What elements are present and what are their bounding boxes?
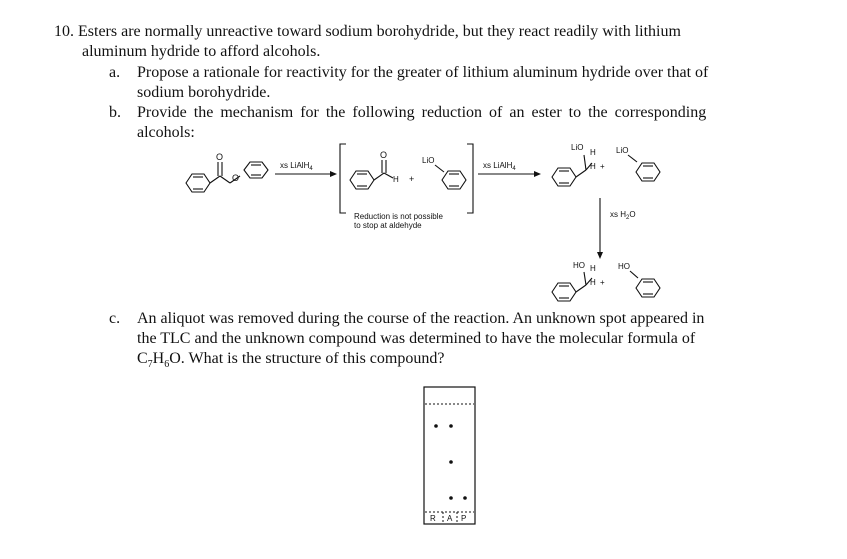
ester-structure	[186, 152, 268, 192]
h-label-4: H	[590, 264, 596, 273]
part-c-label: c.	[109, 310, 121, 327]
carbonyl-o-label: O	[216, 152, 224, 162]
h-label-3: H	[590, 162, 596, 171]
intro-line-2: aluminum hydride to afford alcohols.	[82, 43, 321, 60]
question-number: 10.	[54, 23, 74, 40]
bracket-right	[467, 144, 473, 213]
lio-label-2: LiO	[571, 143, 584, 152]
part-b-label: b.	[109, 104, 121, 121]
alcohol-products	[552, 261, 660, 301]
formula-h: H	[152, 350, 165, 367]
aldehyde-h-label: H	[393, 175, 399, 184]
formula-c-sub: 7	[147, 359, 153, 371]
part-c-line-1: An aliquot was removed during the course of the reaction. An unknown spot appeared in	[137, 310, 705, 327]
formula-c: C	[137, 350, 148, 367]
plus-1: +	[409, 174, 415, 184]
aldehyde-intermediate	[350, 150, 466, 189]
plus-3: +	[600, 278, 605, 287]
part-a-label: a.	[109, 64, 121, 81]
lio-label-1: LiO	[422, 156, 435, 165]
note-line-1: Reduction is not possible	[354, 212, 443, 221]
ho-label-1: HO	[573, 261, 585, 270]
tlc-plate-outline	[424, 387, 475, 524]
ester-o-label: O	[232, 173, 240, 183]
part-b-line-2: alcohols:	[137, 124, 195, 141]
arrow-head-2	[534, 171, 541, 177]
tlc-lane-a: A	[447, 514, 453, 523]
part-a-line-1: Propose a rationale for reactivity for the greater of lithium aluminum hydride over that of	[137, 64, 709, 81]
tlc-spot	[449, 460, 453, 464]
alkoxide-products	[552, 143, 660, 186]
ho-label-2: HO	[618, 262, 630, 271]
note-line-2: to stop at aldehyde	[354, 221, 422, 230]
bracket-left	[340, 144, 346, 213]
part-c-line-3-rest: . What is the structure of this compound?	[180, 350, 445, 367]
tlc-lane-r: R	[430, 514, 436, 523]
tlc-plate	[424, 387, 475, 524]
plus-2: +	[600, 162, 605, 171]
h-label-2: H	[590, 148, 596, 157]
intro-line-1: Esters are normally unreactive toward sodium borohydride, but they react readily with lithium	[78, 23, 681, 40]
arrow-head-1	[330, 171, 337, 177]
part-c-line-2: the TLC and the unknown compound was determined to have the molecular formula of	[137, 330, 696, 347]
formula-h-sub: 6	[164, 359, 170, 371]
lio-label-3: LiO	[616, 146, 629, 155]
h-label-5: H	[590, 278, 596, 287]
aldehyde-o-label: O	[380, 150, 388, 160]
tlc-spot	[434, 424, 438, 428]
tlc-lane-p: P	[461, 514, 467, 523]
part-b-line-1: Provide the mechanism for the following reduction of an ester to the corresponding	[137, 104, 707, 121]
formula-o: O	[169, 350, 181, 367]
tlc-spot	[449, 496, 453, 500]
reagent-3: xs $H_2O$	[610, 210, 636, 221]
tlc-spot	[463, 496, 467, 500]
tlc-spot	[449, 424, 453, 428]
reagent-1: xs LiAlH$_4$	[280, 161, 313, 172]
part-a-line-2: sodium borohydride.	[137, 84, 271, 101]
arrow-head-3	[597, 252, 603, 259]
reagent-2: xs LiAlH$_4$	[483, 161, 516, 172]
